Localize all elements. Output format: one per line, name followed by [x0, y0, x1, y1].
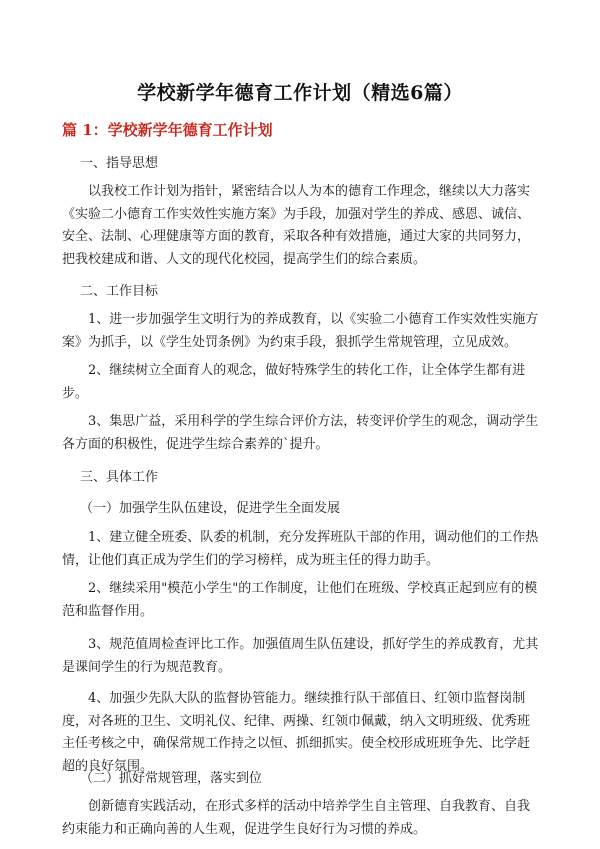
subheading-team-building: （一）加强学生队伍建设，促进学生全面发展 [80, 501, 341, 516]
paragraph-guiding: 以我校工作计划为指针，紧密结合以人为本的德育工作理念，继续以大力落实《实验二小德育工作实效性实施方案》为手段，加强对学生的养成、感恩、诚信、安全、法制、心理健康等方面的教育，采取各种有效措施，通过大家的共同努力，把我校建成和谐、人文的现代化校园，提高学生们的综合素质。 [62, 184, 531, 267]
work-item-4: 4、加强少先队大队的监督协管能力。继续推行队干部值日、红领巾监督岗制度，对各班的卫生、文明礼仪、纪律、两操、红领巾佩戴，纳入文明班级、优秀班主任考核之中，确保常规工作持之以恒、抓细抓实。使全校形成班班争先、比学赶超的良好氛围。 [62, 691, 531, 774]
work-item-1: 1、建立健全班委、队委的机制，充分发挥班队干部的作用，调动他们的工作热情，让他们真正成为学生们的学习榜样，成为班主任的得力助手。 [62, 530, 539, 568]
subheading-routine-management: （二）抓好常规管理，落实到位 [80, 771, 263, 786]
work-item-3: 3、规范值周检查评比工作。加强值周生队伍建设，抓好学生的养成教育，尤其是课间学生的行为规范教育。 [62, 637, 539, 675]
heading-work: 三、具体工作 [80, 470, 159, 485]
goal-item-3: 3、集思广益，采用科学的学生综合评价方法，转变评价学生的观念，调动学生各方面的积极性，促进学生综合素养的`提升。 [62, 414, 539, 452]
work-item-2: 2、继续采用"模范小学生"的工作制度，让他们在班级、学校真正起到应有的模范和监督作用。 [62, 581, 538, 619]
heading-guiding: 一、指导思想 [80, 156, 159, 171]
document-title: 学校新学年德育工作计划（精选6篇） [137, 82, 463, 104]
paragraph-routine-management: 创新德育实践活动，在形式多样的活动中培养学生自主管理、自我教育、自我约束能力和正确向善的人生观，促进学生良好行为习惯的养成。 [62, 799, 531, 837]
heading-goals: 二、工作目标 [80, 284, 159, 299]
goal-item-2: 2、继续树立全面育人的观念，做好特殊学生的转化工作，让全体学生都有进步。 [62, 363, 526, 401]
section-title: 篇 1：学校新学年德育工作计划 [62, 121, 273, 139]
goal-item-1: 1、进一步加强学生文明行为的养成教育，以《实验二小德育工作实效性实施方案》为抓手，以《学生处罚条例》为约束手段，狠抓学生常规管理，立见成效。 [62, 312, 539, 350]
